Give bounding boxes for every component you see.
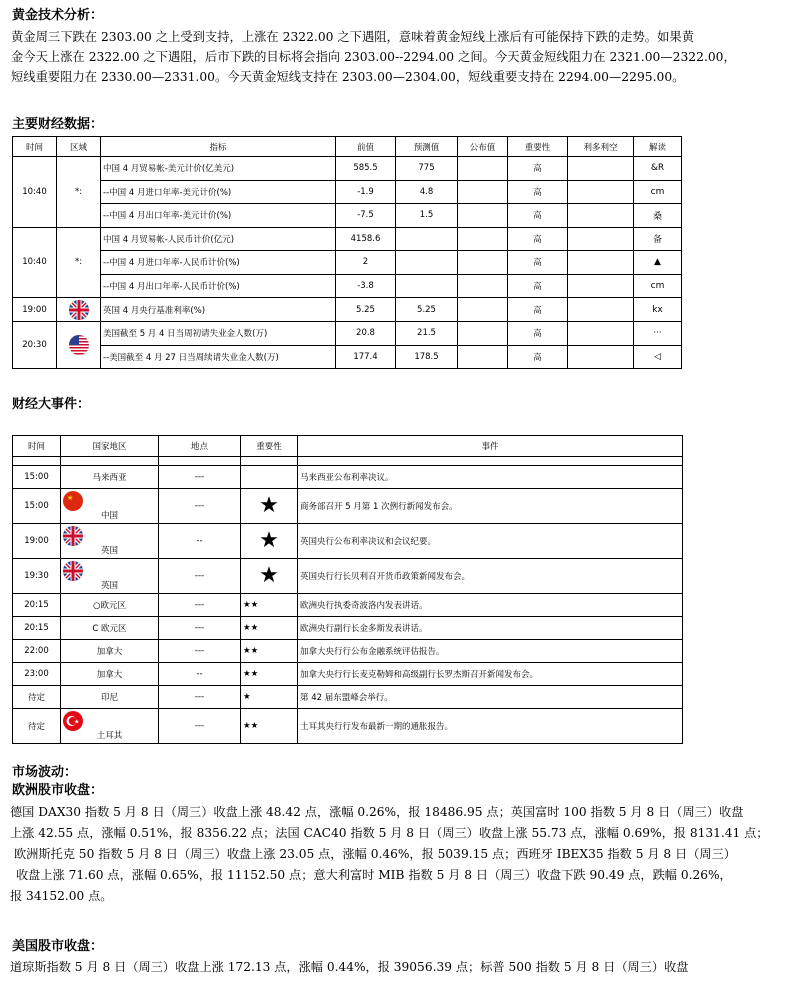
econ-note-cell: ▲ <box>634 251 682 275</box>
importance-stars: ★★ <box>243 600 259 610</box>
event-importance-cell <box>241 617 298 640</box>
event-place-cell: -- <box>159 663 241 686</box>
econ-prev-cell: -1.9 <box>336 180 396 204</box>
event-importance-cell <box>241 489 298 524</box>
europe-line: 上涨 42.55 点，涨幅 0.51%，报 8356.22 点；法国 CAC40 指数 5 月 8 日（周三）收盘上涨 55.73 点，涨幅 0.69%，报 8131.41 点； <box>10 826 769 840</box>
event-region-text: 印尼 <box>100 693 118 703</box>
econ-importance-cell: 高 <box>508 180 568 204</box>
importance-stars: ★ <box>259 563 279 588</box>
events-table <box>12 435 683 744</box>
econ-impact-cell <box>568 274 634 298</box>
us-flag-icon <box>69 335 89 355</box>
event-region-cell <box>61 594 159 617</box>
event-row <box>13 524 683 559</box>
event-region-cell <box>61 640 159 663</box>
event-description-cell: 欧洲央行执委奇波洛内发表讲话。 <box>298 594 683 617</box>
econ-forecast-cell: 1.5 <box>396 204 458 228</box>
event-description-cell: 欧洲央行副行长金多斯发表讲话。 <box>298 617 683 640</box>
uk-flag-icon <box>69 300 89 320</box>
econ-note-cell: kx <box>634 298 682 322</box>
econ-prev-cell: 20.8 <box>336 322 396 346</box>
event-place-cell: --- <box>159 709 241 744</box>
event-row <box>13 489 683 524</box>
event-description-cell: 加拿大央行行长麦克勒姆和高级副行长罗杰斯召开新闻发布会。 <box>298 663 683 686</box>
event-description-cell: 英国央行公布利率决议和会议纪要。 <box>298 524 683 559</box>
event-importance-cell <box>241 594 298 617</box>
svg-text:★: ★ <box>74 718 80 726</box>
econ-impact-cell <box>568 322 634 346</box>
event-row <box>13 686 683 709</box>
event-place-cell: --- <box>159 466 241 489</box>
gold-line: 金今天上涨在 2322.00 之下遇阻，后市下跌的目标将会指向 2303.00--2294.00 之间。今天黄金短线阻力在 2321.00—2322.00， <box>11 50 736 64</box>
events-heading: 财经大事件： <box>12 397 91 412</box>
event-place-cell: -- <box>159 524 241 559</box>
events-col-header: 时间 <box>13 436 61 457</box>
econ-importance-cell: 高 <box>508 322 568 346</box>
econ-importance-cell: 高 <box>508 274 568 298</box>
econ-time-cell: 19:00 <box>13 298 57 322</box>
econ-header-row <box>13 137 682 157</box>
econ-time-cell: 20:30 <box>13 322 57 369</box>
econ-importance-cell: 高 <box>508 345 568 369</box>
econ-note-cell: &R <box>634 157 682 181</box>
econ-impact-cell <box>568 345 634 369</box>
importance-stars: ★★ <box>243 646 259 656</box>
econ-note-cell: ··· <box>634 322 682 346</box>
econ-actual-cell <box>458 180 508 204</box>
econ-actual-cell <box>458 298 508 322</box>
econ-actual-cell <box>458 322 508 346</box>
event-row <box>13 559 683 594</box>
econ-importance-cell: 高 <box>508 204 568 228</box>
event-importance-cell <box>241 466 298 489</box>
event-row <box>13 640 683 663</box>
gold-paragraph <box>11 27 736 87</box>
econ-importance-cell: 高 <box>508 227 568 251</box>
event-importance-cell <box>241 663 298 686</box>
importance-stars: ★★ <box>243 623 259 633</box>
event-importance-cell <box>241 640 298 663</box>
event-description-cell: 英国央行行长贝利召开货币政策新闻发布会。 <box>298 559 683 594</box>
event-region-text: 土耳其 <box>96 731 123 741</box>
econ-indicator-cell: 英国 4 月央行基准利率(%) <box>101 298 336 322</box>
econ-forecast-cell: 775 <box>396 157 458 181</box>
importance-stars: ★ <box>243 692 251 702</box>
europe-paragraph <box>10 802 768 907</box>
econ-actual-cell <box>458 204 508 228</box>
econ-prev-cell: 585.5 <box>336 157 396 181</box>
econ-region-text: *: <box>74 257 83 268</box>
econ-note-cell: cm <box>634 274 682 298</box>
econ-prev-cell: -7.5 <box>336 204 396 228</box>
econ-indicator-cell: --美国截至 4 月 27 日当周续请失业金人数(万) <box>101 345 336 369</box>
econ-data-table <box>12 136 682 369</box>
event-region-text: 加拿大 <box>96 647 123 657</box>
europe-line: 欧洲斯托克 50 指数 5 月 8 日（周三）收盘上涨 23.05 点，涨幅 0.46%，报 5039.15 点；西班牙 IBEX35 指数 5 月 8 日（周三） <box>14 847 736 861</box>
event-place-cell: --- <box>159 594 241 617</box>
event-time-cell: 15:00 <box>13 466 61 489</box>
europe-line: 德国 DAX30 指数 5 月 8 日（周三）收盘上涨 48.42 点，涨幅 0.26%，报 18486.95 点；英国富时 100 指数 5 月 8 日（周三）收盘 <box>10 805 744 819</box>
gold-line: 黄金周三下跌在 2303.00 之上受到支持，上涨在 2322.00 之下遇阻，意味着黄金短线上涨后有可能保持下跌的走势。如果黄 <box>11 30 694 44</box>
econ-col-header: 公布值 <box>458 137 508 157</box>
econ-impact-cell <box>568 251 634 275</box>
europe-heading: 欧洲股市收盘： <box>12 783 104 798</box>
events-col-header: 重要性 <box>241 436 298 457</box>
econ-time-cell: 10:40 <box>13 227 57 298</box>
event-region-cell <box>61 524 159 559</box>
econ-impact-cell <box>568 180 634 204</box>
econ-forecast-cell <box>396 274 458 298</box>
econ-region-cell <box>57 298 101 322</box>
econ-col-header: 重要性 <box>508 137 568 157</box>
event-region-text: 加拿大 <box>96 670 123 680</box>
events-col-header: 国家地区 <box>61 436 159 457</box>
event-description-cell: 加拿大央行行公布金融系统评估报告。 <box>298 640 683 663</box>
event-importance-cell <box>241 709 298 744</box>
event-description-cell: 第 42 届东盟峰会举行。 <box>298 686 683 709</box>
event-region-cell <box>61 466 159 489</box>
econ-impact-cell <box>568 204 634 228</box>
econ-region-cell <box>57 322 101 369</box>
econ-indicator-cell: 中国 4 月贸易帐-美元计价(亿美元) <box>101 157 336 181</box>
event-region-cell <box>61 663 159 686</box>
econ-impact-cell <box>568 157 634 181</box>
event-time-cell: 20:15 <box>13 617 61 640</box>
econ-importance-cell: 高 <box>508 251 568 275</box>
econ-impact-cell <box>568 227 634 251</box>
econ-forecast-cell: 178.5 <box>396 345 458 369</box>
econ-indicator-cell: --中国 4 月进口年率-美元计价(%) <box>101 180 336 204</box>
econ-prev-cell: -3.8 <box>336 274 396 298</box>
econ-importance-cell: 高 <box>508 157 568 181</box>
event-region-text: 马来西亚 <box>92 473 127 483</box>
uk-flag-icon <box>63 526 83 546</box>
event-importance-cell <box>241 686 298 709</box>
event-row <box>13 663 683 686</box>
events-col-header: 事件 <box>298 436 683 457</box>
econ-col-header: 利多利空 <box>568 137 634 157</box>
econ-note-cell: 备 <box>634 227 682 251</box>
event-row <box>13 466 683 489</box>
event-region-text: 英国 <box>100 581 118 591</box>
event-row <box>13 594 683 617</box>
events-header-row <box>13 436 683 457</box>
econ-region-text: *: <box>74 186 83 197</box>
econ-col-header: 前值 <box>336 137 396 157</box>
event-region-cell <box>61 686 159 709</box>
us-paragraph <box>10 957 688 977</box>
econ-heading: 主要财经数据： <box>12 117 104 132</box>
event-row <box>13 617 683 640</box>
event-importance-cell <box>241 559 298 594</box>
svg-text:★: ★ <box>67 494 74 502</box>
econ-forecast-cell: 5.25 <box>396 298 458 322</box>
events-col-header: 地点 <box>159 436 241 457</box>
econ-indicator-cell: --中国 4 月出口年率-美元计价(%) <box>101 204 336 228</box>
econ-col-header: 预测值 <box>396 137 458 157</box>
gold-line: 短线重要阻力在 2330.00—2331.00。今天黄金短线支持在 2303.00—2304.00，短线重要支持在 2294.00—2295.00。 <box>11 70 685 84</box>
econ-indicator-cell: 美国截至 5 月 4 日当周初请失业金人数(万) <box>101 322 336 346</box>
importance-stars: ★ <box>259 528 279 553</box>
econ-region-cell <box>57 157 101 228</box>
econ-row <box>13 274 682 298</box>
event-description-cell: 土耳其央行行发布最新一期的通胀报告。 <box>298 709 683 744</box>
event-region-text: ○欧元区 <box>93 601 126 611</box>
event-region-cell <box>61 617 159 640</box>
event-region-cell <box>61 489 159 524</box>
econ-actual-cell <box>458 345 508 369</box>
event-time-cell: 23:00 <box>13 663 61 686</box>
importance-stars: ★★ <box>243 721 259 731</box>
event-region-text: C 欧元区 <box>92 624 127 634</box>
event-description-cell: 商务部召开 5 月第 1 次例行新闻发布会。 <box>298 489 683 524</box>
econ-prev-cell: 177.4 <box>336 345 396 369</box>
econ-prev-cell: 5.25 <box>336 298 396 322</box>
econ-row <box>13 251 682 275</box>
econ-forecast-cell <box>396 251 458 275</box>
econ-impact-cell <box>568 298 634 322</box>
event-time-cell: 15:00 <box>13 489 61 524</box>
events-spacer-row <box>13 457 683 466</box>
econ-row <box>13 180 682 204</box>
event-place-cell: --- <box>159 686 241 709</box>
econ-region-cell <box>57 227 101 298</box>
econ-row <box>13 157 682 181</box>
econ-actual-cell <box>458 227 508 251</box>
econ-forecast-cell: 21.5 <box>396 322 458 346</box>
event-place-cell: --- <box>159 640 241 663</box>
econ-actual-cell <box>458 251 508 275</box>
econ-row <box>13 322 682 346</box>
tr-flag-icon <box>63 711 83 731</box>
event-description-cell: 马来西亚公布利率决议。 <box>298 466 683 489</box>
event-time-cell: 19:30 <box>13 559 61 594</box>
event-place-cell: --- <box>159 489 241 524</box>
econ-col-header: 区域 <box>57 137 101 157</box>
cn-flag-icon <box>63 491 83 511</box>
econ-indicator-cell: --中国 4 月出口年率-人民币计价(%) <box>101 274 336 298</box>
econ-time-cell: 10:40 <box>13 157 57 228</box>
us-heading: 美国股市收盘： <box>12 939 104 954</box>
europe-line: 报 34152.00 点。 <box>10 889 113 903</box>
econ-indicator-cell: 中国 4 月贸易帐-人民币计价(亿元) <box>101 227 336 251</box>
econ-importance-cell: 高 <box>508 298 568 322</box>
econ-row <box>13 298 682 322</box>
econ-actual-cell <box>458 157 508 181</box>
gold-heading: 黄金技术分析： <box>12 8 104 23</box>
econ-row <box>13 345 682 369</box>
event-region-text: 中国 <box>100 511 118 521</box>
econ-note-cell: ◁ <box>634 345 682 369</box>
econ-forecast-cell <box>396 227 458 251</box>
event-region-text: 英国 <box>100 546 118 556</box>
event-row <box>13 709 683 744</box>
event-region-cell <box>61 709 159 744</box>
event-time-cell: 19:00 <box>13 524 61 559</box>
econ-row <box>13 204 682 228</box>
event-time-cell: 20:15 <box>13 594 61 617</box>
importance-stars: ★ <box>259 493 279 518</box>
econ-note-cell: 桑 <box>634 204 682 228</box>
event-importance-cell <box>241 524 298 559</box>
event-time-cell: 待定 <box>13 709 61 744</box>
europe-line: 收盘上涨 71.60 点，涨幅 0.65%，报 11152.50 点；意大利富时 MIB 指数 5 月 8 日（周三）收盘下跌 90.49 点，跌幅 0.26%， <box>16 868 732 882</box>
econ-col-header: 解读 <box>634 137 682 157</box>
econ-indicator-cell: --中国 4 月进口年率-人民币计价(%) <box>101 251 336 275</box>
event-region-cell <box>61 559 159 594</box>
event-time-cell: 待定 <box>13 686 61 709</box>
econ-forecast-cell: 4.8 <box>396 180 458 204</box>
market-heading: 市场波动： <box>12 765 78 780</box>
event-time-cell: 22:00 <box>13 640 61 663</box>
event-place-cell: --- <box>159 617 241 640</box>
econ-note-cell: cm <box>634 180 682 204</box>
econ-prev-cell: 4158.6 <box>336 227 396 251</box>
econ-col-header: 时间 <box>13 137 57 157</box>
us-line: 道琼斯指数 5 月 8 日（周三）收盘上涨 172.13 点，涨幅 0.44%，报 39056.39 点；标普 500 指数 5 月 8 日（周三）收盘 <box>10 960 689 974</box>
uk-flag-icon <box>63 561 83 581</box>
event-place-cell: --- <box>159 559 241 594</box>
econ-col-header: 指标 <box>101 137 336 157</box>
econ-row <box>13 227 682 251</box>
importance-stars: ★★ <box>243 669 259 679</box>
econ-actual-cell <box>458 274 508 298</box>
econ-prev-cell: 2 <box>336 251 396 275</box>
